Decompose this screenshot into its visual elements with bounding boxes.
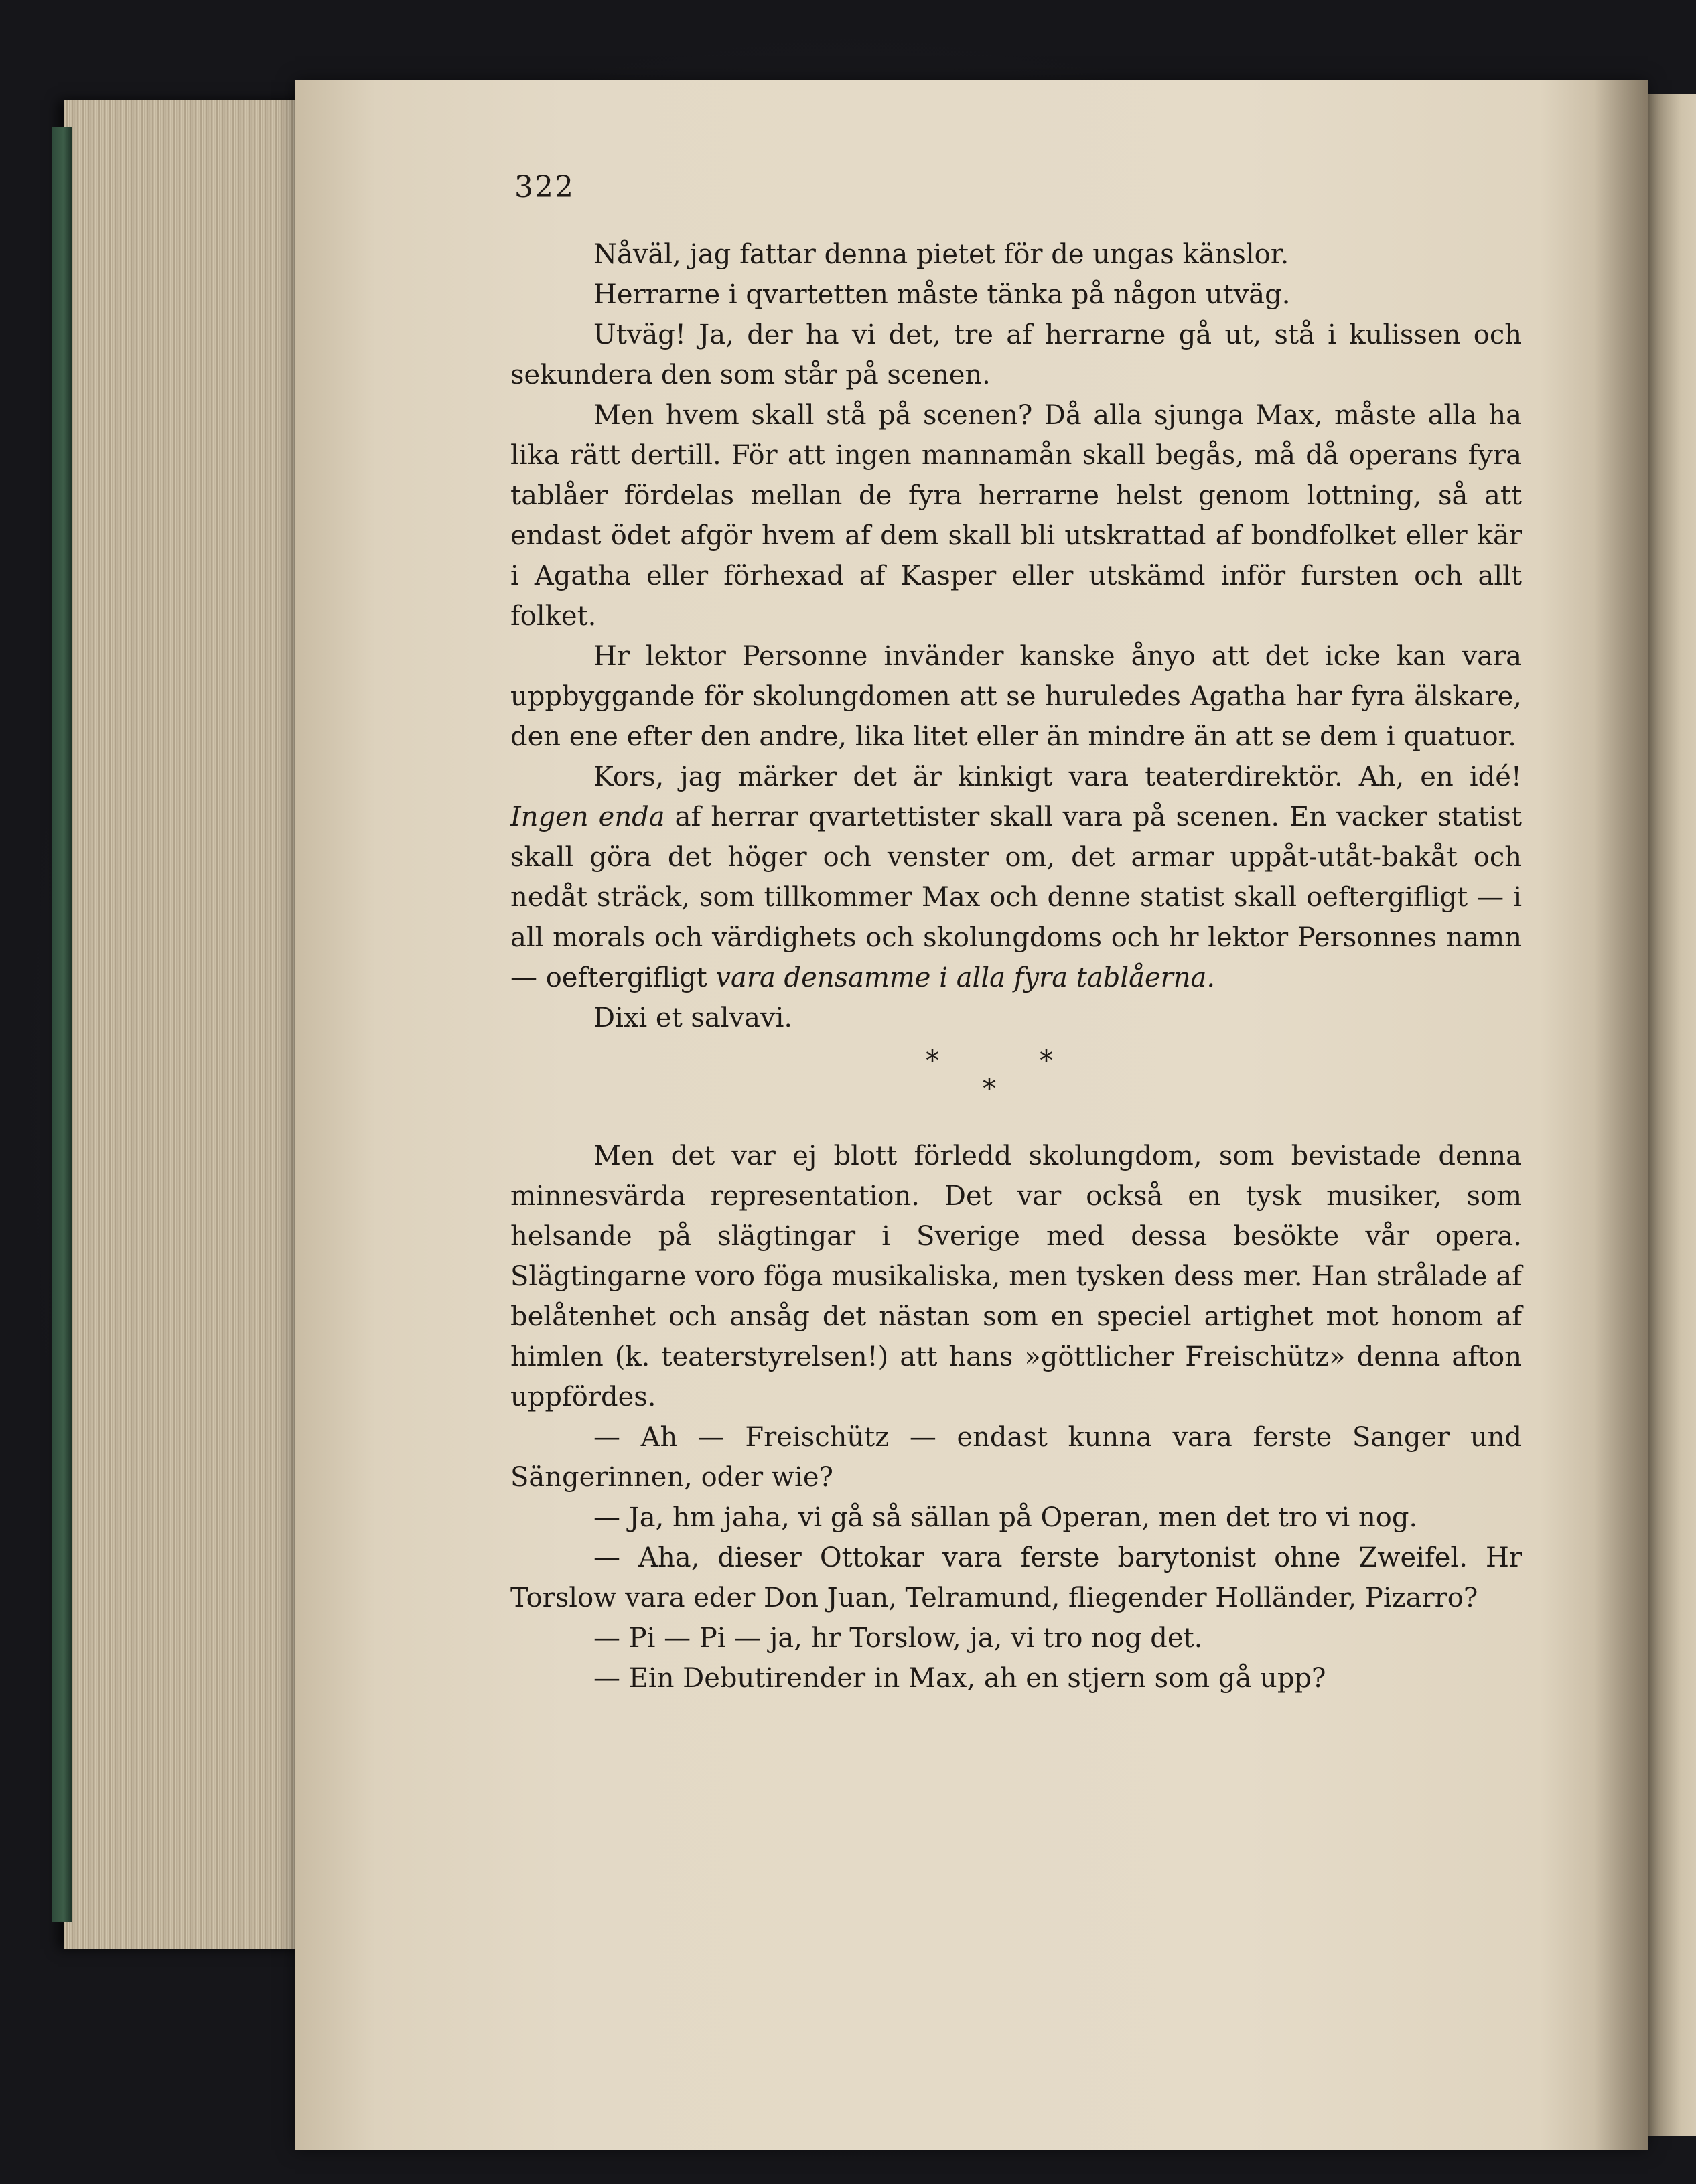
paragraph-6: Men det var ej blott förledd skolungdom, som bevistade denna minnesvärda representation. Det var också en tysk musiker, som helsande på slägtingar i Sverige med dessa besökte vår opera. Slägtingarne voro föga musikaliska, men tysken dess mer. Han strålade af belåtenhet och ansåg det nästan som en speciel artighet mot honom af himlen (k. teaterstyrelsen!) att hans »göttlicher Freischütz» denna afton uppfördes. <box>510 1141 1522 1412</box>
book-page-edges <box>64 100 332 1949</box>
paragraph-kors <box>510 757 1522 998</box>
paragraph-1: Nåväl, jag fattar denna pietet för de ungas känslor. <box>593 239 1289 270</box>
dialogue-4: — Pi — Pi — ja, hr Torslow, ja, vi tro nog det. <box>593 1623 1203 1654</box>
dialogue-2: — Ja, hm jaha, vi gå så sällan på Operan, men det tro vi nog. <box>593 1502 1418 1533</box>
paragraph-5: Hr lektor Personne invänder kanske ånyo att det icke kan vara uppbyggande för skolungdomen att se huruledes Agatha har fyra älskare, den ene efter den andre, lika litet eller än mindre än att se dem i quatuor. <box>510 641 1522 752</box>
paragraph-4: Men hvem skall stå på scenen? Då alla sjunga Max, måste alla ha lika rätt dertill. För att ingen mannamån skall begås, må då operans fyra tablåer fördelas mellan de fyra herrarne helst genom lottning, så att endast ödet afgör hvem af dem skall bli utskrattad af bondfolket eller kär i Agatha eller förhexad af Kasper eller utskämd inför fursten och allt folket. <box>510 400 1522 632</box>
page-number: 322 <box>514 170 575 204</box>
section-separator <box>510 1047 1522 1121</box>
asterisk-2: * <box>1040 1045 1053 1076</box>
dialogue-3: — Aha, dieser Ottokar vara ferste barytonist ohne Zweifel. Hr Torslow vara eder Don Juan, Telramund, fliegender Holländer, Pizarro? <box>510 1542 1522 1613</box>
asterisk-3: * <box>983 1074 996 1104</box>
paragraph-2: Herrarne i qvartetten måste tänka på någon utväg. <box>593 279 1291 310</box>
paragraph-dixi: Dixi et salvavi. <box>593 1003 793 1033</box>
asterisk-1: * <box>926 1045 939 1076</box>
gutter-shadow <box>1594 80 1648 2150</box>
book-spine <box>52 127 72 1922</box>
dialogue-5: — Ein Debutirender in Max, ah en stjern som gå upp? <box>593 1663 1326 1694</box>
kors-text-2: af herrar qvartettister skall vara på scenen. En vacker statist skall göra det höger och venster om, det armar uppåt-utåt-bakåt och nedåt sträck, som tillkommer Max och denne statist skall oeftergifligt — i all morals och värdighets och skolungdoms och hr lektor Personnes namn — oeftergifligt <box>510 802 1522 993</box>
paragraph-3: Utväg! Ja, der ha vi det, tre af herrarne gå ut, stå i kulissen och sekundera den som står på scenen. <box>510 319 1522 390</box>
dialogue-1: — Ah — Freischütz — endast kunna vara ferste Sanger und Sängerinnen, oder wie? <box>510 1422 1522 1493</box>
kors-italic-1: Ingen enda <box>510 802 665 832</box>
kors-italic-2: vara densamme i alla fyra tablåerna. <box>715 962 1216 993</box>
page-text <box>510 167 1522 1698</box>
kors-text-1: Kors, jag märker det är kinkigt vara teaterdirektör. Ah, en idé! <box>593 761 1522 792</box>
